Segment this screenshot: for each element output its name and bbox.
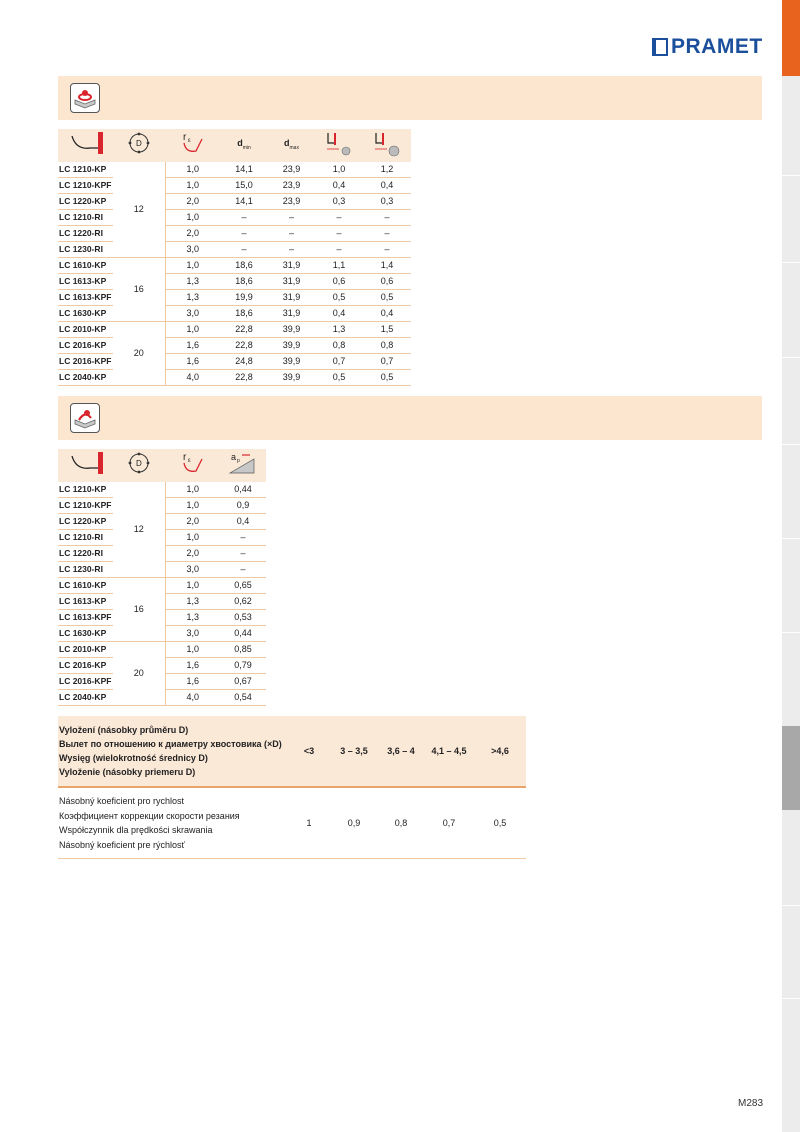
insert-code: LC 1613-KP	[58, 594, 113, 610]
insert-code: LC 1630-KP	[58, 306, 113, 322]
svg-text:p: p	[237, 458, 240, 464]
shank-diameter-icon	[113, 129, 165, 162]
insert-code: LC 1613-KP	[58, 274, 113, 290]
insert-code: LC 1230-RI	[58, 562, 113, 578]
cell-s2: 0,5	[363, 370, 411, 386]
overhang-label-cz: Vyložení (násobky průměru D)	[59, 725, 189, 735]
profiling-dimensions-table	[58, 449, 266, 706]
cell-r: 1,6	[165, 354, 220, 370]
cell-s1: –	[315, 242, 363, 258]
table-header-row	[58, 449, 266, 482]
cell-a: 0,79	[220, 658, 266, 674]
cell-a: 0,4	[220, 514, 266, 530]
cell-r: 1,6	[165, 338, 220, 354]
svg-text:ε: ε	[187, 138, 191, 144]
cell-dmax: –	[268, 242, 315, 258]
insert-code: LC 1220-KP	[58, 514, 113, 530]
cell-dmax: 23,9	[268, 178, 315, 194]
corner-radius-icon	[165, 129, 220, 162]
cell-r: 1,3	[165, 610, 220, 626]
insert-code: LC 2010-KP	[58, 322, 113, 338]
page-number: M283	[738, 1098, 764, 1109]
svg-text:ε: ε	[187, 458, 191, 464]
d-max-header: d	[284, 137, 290, 148]
depth-of-cut-icon	[220, 449, 266, 482]
cell-s1: 0,5	[315, 290, 363, 306]
cell-s2: –	[363, 242, 411, 258]
cell-dmin: 15,0	[220, 178, 268, 194]
cell-dmax: –	[268, 226, 315, 242]
insert-shape-icon	[58, 129, 113, 162]
edge-divider	[782, 444, 800, 445]
shank-diameter-value: 20	[113, 642, 165, 706]
cell-r: 2,0	[165, 226, 220, 242]
edge-divider	[782, 538, 800, 539]
coef-value: 0,9	[330, 787, 378, 859]
cell-s1: 0,6	[315, 274, 363, 290]
overhang-coefficient-table	[58, 716, 526, 859]
cell-s2: 1,2	[363, 162, 411, 178]
cell-dmin: –	[220, 226, 268, 242]
cell-dmin: 22,8	[220, 338, 268, 354]
pramet-logo	[652, 36, 763, 58]
overhang-label-sk: Vyloženie (násobky priemeru D)	[59, 767, 196, 777]
insert-code: LC 1210-KP	[58, 482, 113, 498]
cell-a: 0,65	[220, 578, 266, 594]
table-row	[58, 338, 411, 354]
cell-s1: 0,5	[315, 370, 363, 386]
coef-header-row	[58, 716, 526, 787]
boring-operation-icon	[70, 83, 100, 113]
table-row	[58, 370, 411, 386]
coef-value: 0,8	[378, 787, 424, 859]
cell-r: 1,3	[165, 594, 220, 610]
insert-code: LC 2040-KP	[58, 690, 113, 706]
shank-diameter-value: 12	[113, 482, 165, 578]
cell-a: 0,62	[220, 594, 266, 610]
cell-s2: 0,4	[363, 306, 411, 322]
cell-s1: 0,4	[315, 178, 363, 194]
cell-dmin: 14,1	[220, 162, 268, 178]
edge-divider	[782, 905, 800, 906]
cell-r: 1,0	[165, 498, 220, 514]
d-min-sub: min	[242, 144, 251, 151]
table-row	[58, 194, 411, 210]
table-row	[58, 274, 411, 290]
insert-code: LC 1610-KP	[58, 258, 113, 274]
insert-code: LC 1610-KP	[58, 578, 113, 594]
range-cell: 3 – 3,5	[330, 716, 378, 787]
cell-r: 1,0	[165, 258, 220, 274]
table-row	[58, 306, 411, 322]
cell-a: 0,67	[220, 674, 266, 690]
insert-code: LC 1210-KPF	[58, 498, 113, 514]
cell-dmin: 18,6	[220, 274, 268, 290]
cell-dmax: 31,9	[268, 258, 315, 274]
cell-r: 1,0	[165, 178, 220, 194]
cell-a: 0,9	[220, 498, 266, 514]
cell-dmin: 22,8	[220, 322, 268, 338]
edge-divider	[782, 632, 800, 633]
cell-s2: 0,4	[363, 178, 411, 194]
insert-code: LC 1210-KP	[58, 162, 113, 178]
insert-code: LC 1613-KPF	[58, 610, 113, 626]
edge-tab-section-marker	[782, 726, 800, 810]
shank-diameter-icon	[113, 449, 165, 482]
table-row	[58, 162, 411, 178]
cell-dmax: 31,9	[268, 290, 315, 306]
insert-code: LC 1220-RI	[58, 546, 113, 562]
cell-r: 2,0	[165, 546, 220, 562]
edge-divider	[782, 357, 800, 358]
speed-coef-label-ru: Коэффициент коррекции скорости резания	[59, 810, 240, 821]
coef-value: 0,5	[474, 787, 526, 859]
cell-a: –	[220, 546, 266, 562]
cell-r: 1,6	[165, 674, 220, 690]
boring-dimensions-table	[58, 129, 411, 386]
svg-text:D: D	[136, 139, 142, 148]
overhang-label-pl: Wysięg (wielokrotność średnicy D)	[59, 753, 208, 763]
cell-s2: 0,7	[363, 354, 411, 370]
cell-s1: 1,1	[315, 258, 363, 274]
corner-radius-icon	[165, 449, 220, 482]
shank-diameter-value: 20	[113, 322, 165, 386]
edge-divider	[782, 262, 800, 263]
cell-dmax: 39,9	[268, 370, 315, 386]
coef-value: 1	[288, 787, 330, 859]
table-header-row	[58, 129, 411, 162]
speed-coef-label-pl: Współczynnik dla prędkości skrawania	[59, 825, 213, 835]
d-max-sub: max	[289, 144, 299, 151]
cell-s1: 1,0	[315, 162, 363, 178]
cell-s1: 0,3	[315, 194, 363, 210]
svg-text:r: r	[182, 132, 186, 143]
cell-r: 3,0	[165, 626, 220, 642]
table-row	[58, 242, 411, 258]
cell-r: 1,0	[165, 210, 220, 226]
speed-coef-label-sk: Násobný koeficient pre rýchlosť	[59, 839, 185, 850]
table-row	[58, 290, 411, 306]
table-row	[58, 482, 266, 498]
insert-code: LC 2016-KP	[58, 338, 113, 354]
cell-r: 1,0	[165, 530, 220, 546]
cell-a: 0,53	[220, 610, 266, 626]
insert-code: LC 1613-KPF	[58, 290, 113, 306]
cell-dmin: –	[220, 242, 268, 258]
shank-diameter-value: 12	[113, 162, 165, 258]
cell-s2: 0,3	[363, 194, 411, 210]
cell-s2: 1,5	[363, 322, 411, 338]
section-banner-boring	[58, 76, 762, 120]
cell-s1: –	[315, 210, 363, 226]
cell-s2: –	[363, 210, 411, 226]
cell-a: 0,44	[220, 482, 266, 498]
cell-r: 1,0	[165, 322, 220, 338]
insert-code: LC 2016-KPF	[58, 354, 113, 370]
insert-code: LC 1210-RI	[58, 530, 113, 546]
cell-s2: 0,6	[363, 274, 411, 290]
speed-coef-label	[58, 787, 288, 859]
cell-s1: 0,4	[315, 306, 363, 322]
cell-a: 0,85	[220, 642, 266, 658]
cell-s1: 0,8	[315, 338, 363, 354]
range-cell: <3	[288, 716, 330, 787]
cell-r: 1,0	[165, 578, 220, 594]
bore-depth-small-icon	[315, 129, 363, 162]
cell-dmin: 18,6	[220, 258, 268, 274]
cell-s1: 1,3	[315, 322, 363, 338]
insert-code: LC 1210-RI	[58, 210, 113, 226]
table-row	[58, 210, 411, 226]
logo-text: PRAMET	[671, 35, 763, 58]
table-row	[58, 258, 411, 274]
cell-a: 0,54	[220, 690, 266, 706]
bore-depth-large-icon	[363, 129, 411, 162]
cell-r: 4,0	[165, 370, 220, 386]
pramet-logo-mark-icon	[652, 38, 668, 56]
cell-dmax: 23,9	[268, 162, 315, 178]
svg-text:D: D	[136, 459, 142, 468]
d-min-header: d	[237, 137, 243, 148]
coef-value-row	[58, 787, 526, 859]
cell-r: 1,0	[165, 162, 220, 178]
cell-dmin: 18,6	[220, 306, 268, 322]
cell-s2: 0,5	[363, 290, 411, 306]
cell-dmin: 19,9	[220, 290, 268, 306]
insert-code: LC 2016-KP	[58, 658, 113, 674]
table-row	[58, 178, 411, 194]
range-cell: 3,6 – 4	[378, 716, 424, 787]
edge-divider	[782, 175, 800, 176]
cell-s2: 0,8	[363, 338, 411, 354]
insert-code: LC 2016-KPF	[58, 674, 113, 690]
cell-r: 3,0	[165, 562, 220, 578]
cell-r: 1,3	[165, 274, 220, 290]
cell-dmax: 39,9	[268, 322, 315, 338]
cell-dmax: –	[268, 210, 315, 226]
cell-a: –	[220, 562, 266, 578]
cell-r: 1,0	[165, 642, 220, 658]
shank-diameter-value: 16	[113, 578, 165, 642]
cell-dmax: 23,9	[268, 194, 315, 210]
insert-code: LC 1630-KP	[58, 626, 113, 642]
cell-r: 3,0	[165, 242, 220, 258]
coef-value: 0,7	[424, 787, 474, 859]
insert-code: LC 1230-RI	[58, 242, 113, 258]
table-row	[58, 322, 411, 338]
insert-code: LC 1210-KPF	[58, 178, 113, 194]
cell-r: 3,0	[165, 306, 220, 322]
table-row	[58, 642, 266, 658]
cell-r: 1,3	[165, 290, 220, 306]
profiling-operation-icon	[70, 403, 100, 433]
cell-r: 2,0	[165, 514, 220, 530]
cell-dmax: 39,9	[268, 338, 315, 354]
range-cell: 4,1 – 4,5	[424, 716, 474, 787]
cell-a: –	[220, 530, 266, 546]
range-cell: >4,6	[474, 716, 526, 787]
cell-r: 2,0	[165, 194, 220, 210]
cell-dmax: 39,9	[268, 354, 315, 370]
cell-s2: 1,4	[363, 258, 411, 274]
edge-tab-active-marker	[782, 0, 800, 76]
cell-dmin: 14,1	[220, 194, 268, 210]
cell-dmin: –	[220, 210, 268, 226]
overhang-label-ru: Вылет по отношению к диаметру хвостовика (×D)	[59, 739, 282, 749]
table-row	[58, 226, 411, 242]
insert-code: LC 2040-KP	[58, 370, 113, 386]
svg-text:a: a	[231, 452, 237, 462]
cell-r: 1,6	[165, 658, 220, 674]
cell-s1: –	[315, 226, 363, 242]
cell-dmax: 31,9	[268, 274, 315, 290]
table-row	[58, 354, 411, 370]
edge-tab-strip	[782, 0, 800, 1132]
cell-dmin: 22,8	[220, 370, 268, 386]
insert-code: LC 1220-RI	[58, 226, 113, 242]
table-row	[58, 578, 266, 594]
insert-code: LC 1220-KP	[58, 194, 113, 210]
section-banner-profiling	[58, 396, 762, 440]
shank-diameter-value: 16	[113, 258, 165, 322]
cell-r: 1,0	[165, 482, 220, 498]
overhang-label	[58, 716, 288, 787]
cell-dmin: 24,8	[220, 354, 268, 370]
insert-shape-icon	[58, 449, 113, 482]
cell-r: 4,0	[165, 690, 220, 706]
cell-s2: –	[363, 226, 411, 242]
edge-divider	[782, 998, 800, 999]
cell-a: 0,44	[220, 626, 266, 642]
insert-code: LC 2010-KP	[58, 642, 113, 658]
speed-coef-label-cz: Násobný koeficient pro rychlost	[59, 796, 185, 806]
svg-text:r: r	[182, 452, 186, 463]
cell-s1: 0,7	[315, 354, 363, 370]
cell-dmax: 31,9	[268, 306, 315, 322]
